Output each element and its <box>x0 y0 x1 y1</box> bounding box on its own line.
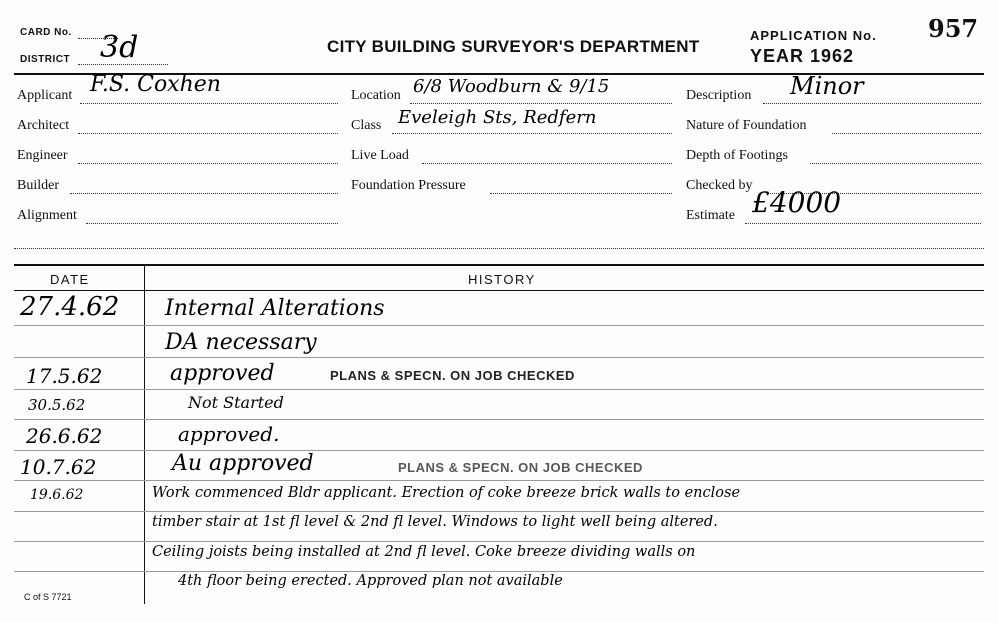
history-stamp: PLANS & SPECN. ON JOB CHECKED <box>398 460 643 475</box>
history-entry: Work commenced Bldr applicant. Erection of coke breeze brick walls to enclose <box>152 485 741 501</box>
history-column-header: HISTORY <box>468 272 536 287</box>
applicant-value: F.S. Coxhen <box>90 72 221 97</box>
description-label: Description <box>686 88 752 103</box>
history-entry: DA necessary <box>165 330 317 355</box>
history-entry: Internal Alterations <box>165 296 385 321</box>
class-label: Class <box>351 118 382 133</box>
architect-label: Architect <box>17 118 70 133</box>
history-stamp: PLANS & SPECN. ON JOB CHECKED <box>330 368 575 383</box>
alignment-label: Alignment <box>17 208 77 223</box>
history-date: 30.5.62 <box>28 396 86 414</box>
history-entry: timber stair at 1st fl level & 2nd fl level. Windows to light well being altered. <box>152 514 718 530</box>
estimate-value: £4000 <box>752 186 842 219</box>
application-label: APPLICATION No. <box>750 28 877 43</box>
application-number: 957 <box>928 14 979 43</box>
history-entry: approved <box>170 361 275 386</box>
nature-of-foundation-label: Nature of Foundation <box>686 118 807 133</box>
class-value: Eveleigh Sts, Redfern <box>398 107 597 128</box>
history-date: 17.5.62 <box>26 364 103 388</box>
foundation-pressure-label: Foundation Pressure <box>351 178 466 193</box>
history-header-rule <box>14 290 984 291</box>
district-label: DISTRICT <box>20 54 71 65</box>
date-column-divider <box>144 264 145 604</box>
date-column-header: DATE <box>50 272 90 287</box>
history-entry: Ceiling joists being installed at 2nd fl level. Coke breeze dividing walls on <box>152 544 696 560</box>
history-date: 26.6.62 <box>26 424 103 448</box>
live-load-label: Live Load <box>351 148 409 163</box>
engineer-label: Engineer <box>17 148 68 163</box>
department-title: CITY BUILDING SURVEYOR'S DEPARTMENT <box>327 37 700 56</box>
checked-by-label: Checked by <box>686 178 753 193</box>
history-entry: approved. <box>178 422 280 446</box>
history-entry: 4th floor being erected. Approved plan not available <box>178 573 563 589</box>
history-entry: Au approved <box>172 451 314 476</box>
description-value: Minor <box>790 72 864 100</box>
year-label: YEAR 1962 <box>750 46 855 66</box>
history-date: 27.4.62 <box>20 292 120 322</box>
estimate-label: Estimate <box>686 208 735 223</box>
form-number: C of S 7721 <box>24 592 72 602</box>
history-date: 19.6.62 <box>30 487 84 503</box>
location-label: Location <box>351 88 401 103</box>
card-no-label: CARD No. <box>20 27 72 38</box>
history-entry: Not Started <box>188 393 284 412</box>
depth-of-footings-label: Depth of Footings <box>686 148 788 163</box>
history-date: 10.7.62 <box>20 455 97 479</box>
history-top-rule <box>14 264 984 266</box>
builder-label: Builder <box>17 178 59 193</box>
district-value: 3d <box>100 30 139 65</box>
applicant-label: Applicant <box>17 88 73 103</box>
location-value: 6/8 Woodburn & 9/15 <box>413 76 610 97</box>
